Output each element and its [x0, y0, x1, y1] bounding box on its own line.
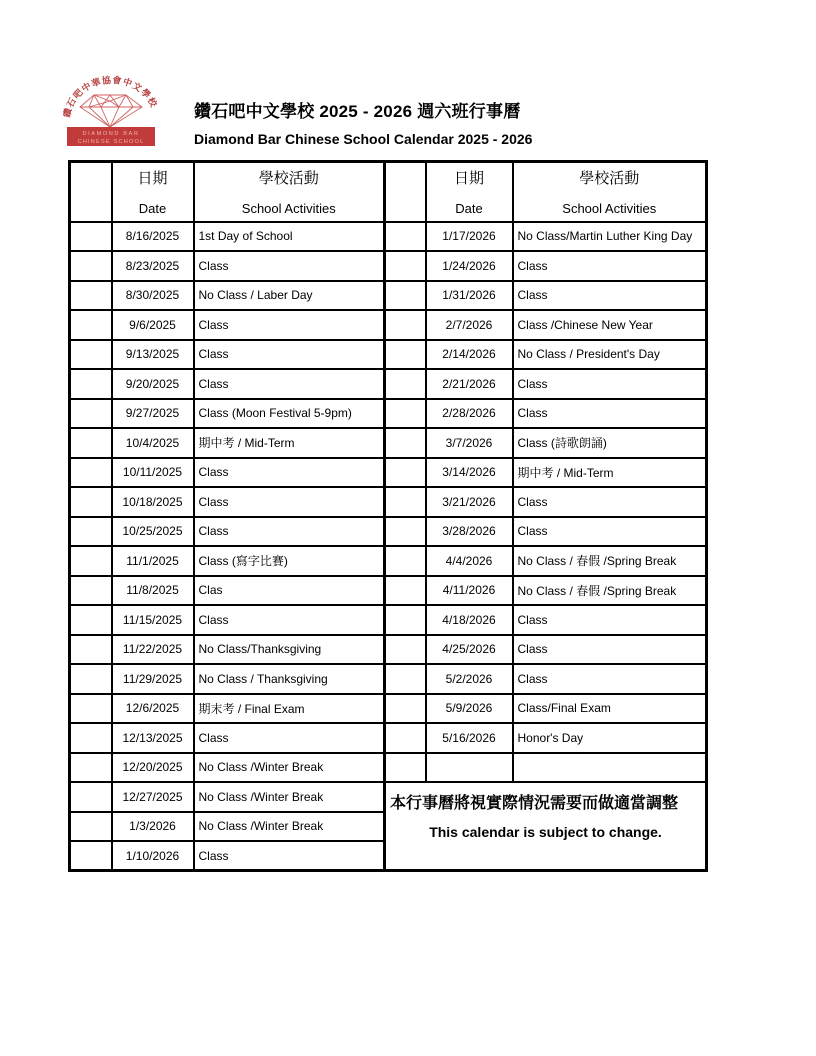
calendar-row	[70, 458, 707, 488]
date-cell: 1/10/2026	[112, 841, 194, 871]
spacer-cell	[385, 310, 426, 340]
spacer-cell	[385, 517, 426, 547]
calendar-row	[70, 753, 707, 783]
activity-cell: Class	[194, 251, 385, 281]
spacer-cell	[385, 664, 426, 694]
spacer-cell	[70, 251, 112, 281]
date-cell: 10/18/2025	[112, 487, 194, 517]
spacer-cell	[385, 487, 426, 517]
date-cell	[426, 753, 513, 783]
calendar-row	[70, 487, 707, 517]
activity-cell: No Class / 春假 /Spring Break	[513, 576, 707, 606]
calendar-row	[70, 340, 707, 370]
date-cell: 8/16/2025	[112, 222, 194, 252]
calendar-row	[70, 310, 707, 340]
spacer-cell	[70, 723, 112, 753]
date-cell: 2/28/2026	[426, 399, 513, 429]
calendar-row	[70, 222, 707, 252]
activities-header-en: School Activities	[562, 201, 657, 217]
disclaimer-note	[385, 782, 707, 871]
date-cell: 2/21/2026	[426, 369, 513, 399]
date-cell: 11/8/2025	[112, 576, 194, 606]
date-cell: 5/16/2026	[426, 723, 513, 753]
date-cell: 11/15/2025	[112, 605, 194, 635]
activity-cell: 1st Day of School	[194, 222, 385, 252]
spacer-cell	[385, 369, 426, 399]
spacer-cell	[385, 281, 426, 311]
date-cell: 12/6/2025	[112, 694, 194, 724]
spacer-cell	[385, 694, 426, 724]
date-cell: 4/18/2026	[426, 605, 513, 635]
date-cell: 4/25/2026	[426, 635, 513, 665]
activities-header-zh: 學校活動	[579, 170, 640, 188]
activity-cell: Class	[194, 369, 385, 399]
activity-cell	[513, 753, 707, 783]
calendar-row	[70, 605, 707, 635]
spacer-cell	[70, 369, 112, 399]
spacer-cell	[385, 162, 426, 222]
spacer-cell	[385, 635, 426, 665]
activities-header-zh: 學校活動	[258, 170, 319, 188]
activities-column-header-right	[513, 162, 707, 222]
header-row	[70, 162, 707, 222]
date-cell: 10/4/2025	[112, 428, 194, 458]
activity-cell: No Class /Winter Break	[194, 812, 385, 842]
spacer-cell	[70, 605, 112, 635]
spacer-cell	[70, 753, 112, 783]
date-cell: 11/22/2025	[112, 635, 194, 665]
activity-cell: Class	[513, 517, 707, 547]
logo-banner-line1: DIAMOND BAR	[82, 131, 140, 137]
activity-cell: Class	[194, 841, 385, 871]
date-cell: 1/17/2026	[426, 222, 513, 252]
spacer-cell	[70, 635, 112, 665]
spacer-cell	[70, 281, 112, 311]
spacer-cell	[70, 517, 112, 547]
spacer-cell	[385, 399, 426, 429]
date-cell: 8/30/2025	[112, 281, 194, 311]
date-cell: 5/2/2026	[426, 664, 513, 694]
spacer-cell	[385, 458, 426, 488]
logo-arc-text: 鑽石吧中華協會中文學校	[63, 74, 160, 119]
activity-cell: No Class/Martin Luther King Day	[513, 222, 707, 252]
calendar-row	[70, 635, 707, 665]
date-cell: 11/1/2025	[112, 546, 194, 576]
date-cell: 3/14/2026	[426, 458, 513, 488]
date-cell: 3/28/2026	[426, 517, 513, 547]
activity-cell: No Class / Laber Day	[194, 281, 385, 311]
calendar-row	[70, 517, 707, 547]
page-title: 鑽石吧中文學校 2025 - 2026 週六班行事曆	[194, 102, 521, 121]
calendar-row	[70, 664, 707, 694]
spacer-cell	[70, 340, 112, 370]
activity-cell: Class	[194, 340, 385, 370]
spacer-cell	[385, 222, 426, 252]
activity-cell: Class	[513, 281, 707, 311]
calendar-row	[70, 782, 707, 812]
spacer-cell	[70, 428, 112, 458]
date-cell: 5/9/2026	[426, 694, 513, 724]
date-cell: 12/13/2025	[112, 723, 194, 753]
calendar-row	[70, 576, 707, 606]
activity-cell: 期中考 / Mid-Term	[194, 428, 385, 458]
spacer-cell	[385, 251, 426, 281]
calendar-table	[68, 160, 708, 872]
activity-cell: No Class /Winter Break	[194, 753, 385, 783]
spacer-cell	[70, 222, 112, 252]
date-cell: 9/6/2025	[112, 310, 194, 340]
spacer-cell	[70, 812, 112, 842]
activity-cell: 期末考 / Final Exam	[194, 694, 385, 724]
date-cell: 8/23/2025	[112, 251, 194, 281]
activity-cell: Class	[194, 605, 385, 635]
date-cell: 1/24/2026	[426, 251, 513, 281]
activity-cell: 期中考 / Mid-Term	[513, 458, 707, 488]
title-block	[194, 97, 754, 147]
date-cell: 9/20/2025	[112, 369, 194, 399]
activity-cell: Class (Moon Festival 5-9pm)	[194, 399, 385, 429]
activities-column-header	[194, 162, 385, 222]
spacer-cell	[70, 664, 112, 694]
date-cell: 10/25/2025	[112, 517, 194, 547]
date-cell: 1/31/2026	[426, 281, 513, 311]
date-header-en: Date	[138, 201, 167, 217]
spacer-cell	[385, 753, 426, 783]
spacer-cell	[70, 458, 112, 488]
calendar-row	[70, 694, 707, 724]
spacer-cell	[70, 399, 112, 429]
spacer-cell	[70, 576, 112, 606]
activity-cell: No Class/Thanksgiving	[194, 635, 385, 665]
activity-cell: No Class / 春假 /Spring Break	[513, 546, 707, 576]
activity-cell: No Class / Thanksgiving	[194, 664, 385, 694]
calendar-row	[70, 723, 707, 753]
date-header-en: Date	[455, 201, 483, 217]
activity-cell: Clas	[194, 576, 385, 606]
activity-cell: Class	[194, 723, 385, 753]
date-cell: 12/27/2025	[112, 782, 194, 812]
diamond-logo-icon	[63, 74, 161, 148]
spacer-cell	[70, 487, 112, 517]
spacer-cell	[385, 576, 426, 606]
date-cell: 4/11/2026	[426, 576, 513, 606]
spacer-cell	[70, 546, 112, 576]
date-cell: 3/7/2026	[426, 428, 513, 458]
activity-cell: Class	[513, 399, 707, 429]
spacer-cell	[70, 782, 112, 812]
date-cell: 4/4/2026	[426, 546, 513, 576]
activity-cell: No Class /Winter Break	[194, 782, 385, 812]
school-logo	[63, 74, 161, 148]
calendar-row	[70, 428, 707, 458]
activity-cell: Class	[194, 458, 385, 488]
date-cell: 2/14/2026	[426, 340, 513, 370]
activity-cell: No Class / President's Day	[513, 340, 707, 370]
date-cell: 2/7/2026	[426, 310, 513, 340]
disclaimer-zh: 本行事曆將視實際情況需要而做適當調整	[390, 795, 679, 812]
activity-cell: Class	[513, 635, 707, 665]
activity-cell: Class/Final Exam	[513, 694, 707, 724]
spacer-cell	[385, 546, 426, 576]
spacer-cell	[385, 605, 426, 635]
date-column-header-right	[426, 162, 513, 222]
date-header-zh: 日期	[137, 170, 168, 188]
spacer-cell	[70, 310, 112, 340]
date-cell: 10/11/2025	[112, 458, 194, 488]
calendar-row	[70, 369, 707, 399]
activity-cell: Class	[194, 517, 385, 547]
date-cell: 12/20/2025	[112, 753, 194, 783]
spacer-cell	[70, 162, 112, 222]
activity-cell: Class (寫字比賽)	[194, 546, 385, 576]
spacer-cell	[385, 428, 426, 458]
activity-cell: Class /Chinese New Year	[513, 310, 707, 340]
activity-cell: Class	[194, 487, 385, 517]
calendar-row	[70, 399, 707, 429]
date-header-zh: 日期	[453, 170, 484, 188]
activity-cell: Class	[513, 251, 707, 281]
logo-banner-line2: CHINESE SCHOOL	[77, 139, 145, 145]
date-cell: 9/13/2025	[112, 340, 194, 370]
date-cell: 9/27/2025	[112, 399, 194, 429]
activity-cell: Class	[513, 369, 707, 399]
calendar-row	[70, 251, 707, 281]
calendar-row	[70, 281, 707, 311]
diamond-outline-icon	[80, 95, 142, 127]
activities-header-en: School Activities	[241, 201, 336, 217]
date-cell: 11/29/2025	[112, 664, 194, 694]
disclaimer-en: This calendar is subject to change.	[429, 824, 662, 840]
activity-cell: Class	[194, 310, 385, 340]
date-column-header	[112, 162, 194, 222]
calendar-row	[70, 546, 707, 576]
spacer-cell	[70, 694, 112, 724]
activity-cell: Class	[513, 664, 707, 694]
date-cell: 3/21/2026	[426, 487, 513, 517]
activity-cell: Class (詩歌朗誦)	[513, 428, 707, 458]
spacer-cell	[385, 723, 426, 753]
activity-cell: Class	[513, 605, 707, 635]
activity-cell: Class	[513, 487, 707, 517]
spacer-cell	[385, 340, 426, 370]
page-subtitle: Diamond Bar Chinese School Calendar 2025 - 2026	[194, 131, 533, 147]
date-cell: 1/3/2026	[112, 812, 194, 842]
activity-cell: Honor's Day	[513, 723, 707, 753]
spacer-cell	[70, 841, 112, 871]
